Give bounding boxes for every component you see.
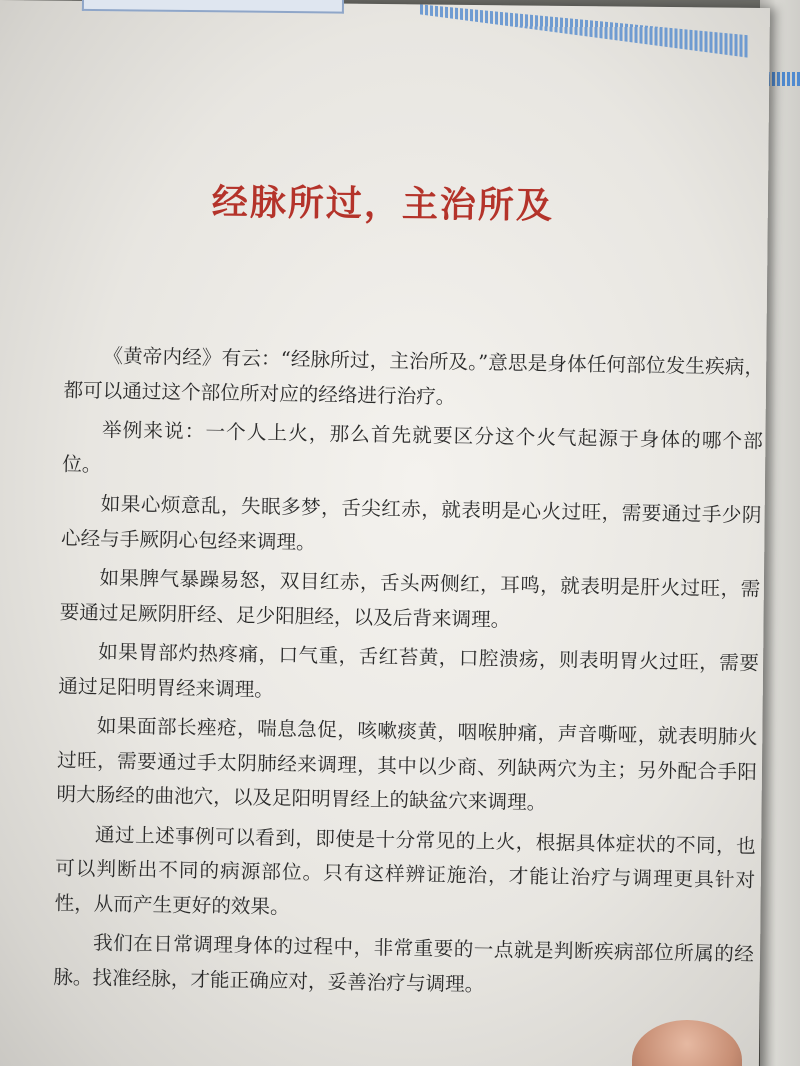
- body-text: [53, 339, 764, 1012]
- paragraph: 举例来说：一个人上火，那么首先就要区分这个火气起源于身体的哪个部位。: [62, 418, 763, 476]
- paragraph: 通过上述事例可以看到，即使是十分常见的上火，根据具体症状的不同，也可以判断出不同的病源部位。只有这样辨证施治，才能让治疗与调理更具针对性，从而产生更好的效果。: [54, 822, 756, 919]
- paragraph: 如果面部长痤疮，喘息急促，咳嗽痰黄，咽喉肿痛，声音嘶哑，就表明肺火过旺，需要通过手太阴肺经来调理，其中以少商、列缺两穴为主；另外配合手阳明大肠经的曲池穴，以及足阳明胃经上的缺盆穴来调理。: [56, 714, 758, 815]
- paragraph: 我们在日常调理身体的过程中，非常重要的一点就是判断疾病部位所属的经脉。找准经脉，才能正确应对，妥善治疗与调理。: [53, 931, 755, 996]
- paragraph: 如果脾气暴躁易怒，双目红赤，舌头两侧红，耳鸣，就表明是肝火过旺，需要通过足厥阴肝经、足少阳胆经，以及后背来调理。: [59, 566, 761, 632]
- paragraph: 如果心烦意乱，失眠多梦，舌尖红赤，就表明是心火过旺，需要通过手少阴心经与手厥阴心包经来调理。: [60, 492, 762, 554]
- page-title: 经脉所过，主治所及: [211, 181, 555, 227]
- paragraph: 如果胃部灼热疼痛，口气重，舌红苔黄，口腔溃疡，则表明胃火过旺，需要通过足阳明胃经来调理。: [58, 640, 760, 701]
- header-tab-decoration: [82, 0, 344, 14]
- paragraph: 《黄帝内经》有云：“经脉所过，主治所及。”意思是身体任何部位发生疾病，都可以通过这个部位所对应的经络进行治疗。: [63, 344, 765, 409]
- header-stripe-decoration: [419, 4, 750, 57]
